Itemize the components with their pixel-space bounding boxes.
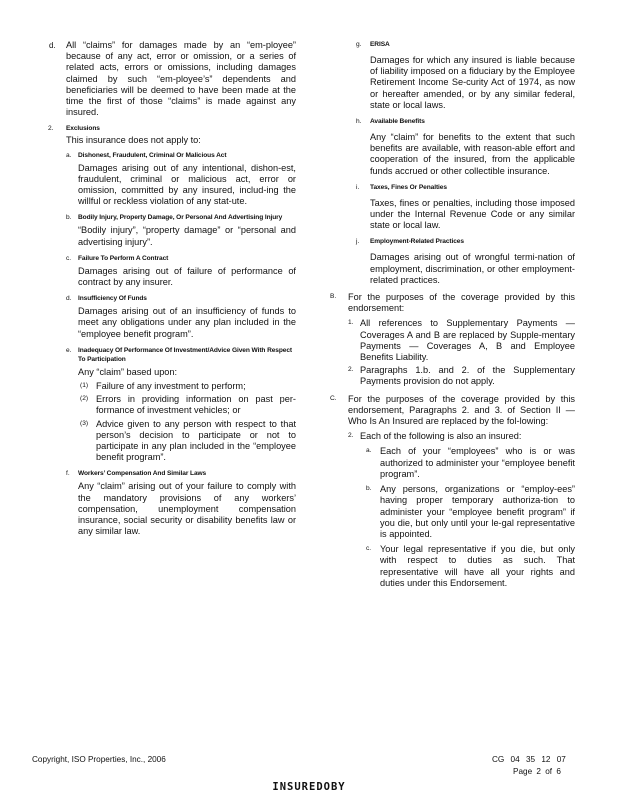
- list-marker: c.: [366, 545, 372, 553]
- exclusion-text: Damages for which any insured is liable because of liability imposed on a fiduciary by the Employee Retirement Income Se-curity Act of 1974, as now or hereafter amended, or by any similar federal, state or local laws.: [370, 55, 575, 110]
- exclusion-e: [66, 346, 296, 464]
- exclusion-d: [66, 294, 296, 340]
- exclusion-text: “Bodily injury”, “property damage” or “personal and advertising injury”.: [78, 225, 296, 247]
- right-column: [330, 40, 575, 595]
- item-text: Each of the following is also an insured:: [360, 431, 522, 442]
- section-C: [330, 393, 575, 428]
- list-marker: d.: [66, 295, 72, 303]
- subitem-2: [80, 394, 296, 416]
- list-marker: a.: [366, 447, 372, 455]
- section-2-exclusions: [48, 124, 296, 133]
- subitem-3: [80, 418, 296, 464]
- section-C-subitem-c: [366, 544, 575, 589]
- exclusion-i: [356, 183, 575, 232]
- exclusion-heading: ERISA: [370, 41, 390, 48]
- section-text: For the purposes of the coverage provided by this endorsement, Paragraphs 2. and 3. of Section II — Who Is An Insured are replaced by the fol-lowing:: [348, 393, 575, 427]
- section-C-subitem-b: [366, 484, 575, 540]
- list-marker: d.: [49, 41, 56, 50]
- list-marker: B.: [330, 293, 337, 301]
- subitem-text: Advice given to any person with respect to that person’s decision to participate or not to participate in any plan included in the “employee benefit program”.: [96, 418, 296, 463]
- list-marker: j.: [356, 238, 360, 246]
- exclusion-c: [66, 254, 296, 288]
- item-text: All references to Supplementary Payments — Coverages A and B are replaced by Supple-mentary Payments — Coverages A, B and Employee Benefits Liability.: [360, 318, 575, 363]
- exclusion-text: Damages arising out of wrongful termi-nation of employment, discrimination, or other employment-related practices.: [370, 252, 575, 285]
- list-marker: a.: [66, 151, 72, 159]
- watermark-text: INSUREDOBY: [272, 781, 346, 793]
- exclusion-g: [356, 40, 575, 111]
- exclusion-a: [66, 151, 296, 208]
- exclusion-heading: Taxes, Fines Or Penalties: [370, 183, 447, 191]
- subitem-1: [80, 381, 296, 392]
- list-marker: (3): [80, 419, 89, 427]
- list-marker: (1): [80, 382, 89, 390]
- exclusion-heading: Dishonest, Fraudulent, Criminal Or Malicious Act: [78, 151, 227, 159]
- list-marker: b.: [366, 485, 372, 493]
- exclusion-heading: Inadequacy Of Performance Of Investment/Advice Given With Respect To Participation: [78, 346, 293, 363]
- exclusion-text: Any “claim” arising out of your failure to comply with the mandatory provisions of any workers’ compensation, unemployment compensation insurance, social security or disability benefits law or any similar law.: [78, 481, 296, 537]
- clause-text: All “claims” for damages made by an “em-ployee” because of any act, error or omission, or a series of related acts, errors or omissions, including damages claimed by such “em-ployee’s” dependents and beneficiaries will be deemed to have been made at the time the first of those “claims” is made against any insured.: [66, 40, 296, 118]
- clause-d-claims: [49, 40, 296, 118]
- item-text: Paragraphs 1.b. and 2. of the Supplementary Payments provision do not apply.: [360, 365, 575, 387]
- list-marker: 2.: [348, 366, 354, 374]
- exclusion-text: Damages arising out of an insufficiency of funds to meet any obligations under any plan included in the “employee benefit program”.: [78, 306, 296, 339]
- left-column: [48, 40, 296, 544]
- subitem-text: Each of your “employees” who is or was authorized to administer your “employee benefit program”.: [380, 446, 575, 479]
- subitem-text: Failure of any investment to perform;: [96, 381, 246, 392]
- exclusion-f: [66, 469, 296, 537]
- exclusion-heading: Workers’ Compensation And Similar Laws: [78, 470, 207, 478]
- form-number: CG 04 35 12 07: [492, 755, 566, 764]
- list-marker: c.: [66, 254, 72, 262]
- list-marker: b.: [66, 214, 72, 222]
- exclusion-j: [356, 237, 575, 286]
- exclusion-heading: Insufficiency Of Funds: [78, 295, 147, 303]
- list-marker: 1.: [348, 319, 354, 327]
- subitem-text: Any persons, organizations or “employ-ees” having proper temporary authoriza-tion to administer your “employee benefit program” if you die, but only until your le-gal representative is appointed.: [380, 484, 575, 539]
- exclusion-heading: Available Benefits: [370, 118, 425, 126]
- list-marker: g.: [356, 41, 362, 48]
- exclusion-text: Damages arising out of failure of performance of contract by any insurer.: [78, 265, 296, 288]
- exclusion-text: Taxes, fines or penalties, including those imposed under the Internal Revenue Code or any similar state or local law.: [370, 197, 575, 231]
- list-marker: i.: [356, 183, 360, 191]
- exclusion-text: Any “claim” for benefits to the extent that such benefits are available, with reason-able effort and cooperation of the insured, from the applicable funds accrued or other collectible insurance.: [370, 132, 575, 176]
- list-marker: f.: [66, 470, 70, 478]
- list-marker: h.: [356, 118, 362, 126]
- list-marker: e.: [66, 346, 72, 354]
- exclusions-intro: This insurance does not apply to:: [66, 135, 201, 146]
- section-text: For the purposes of the coverage provided by this endorsement:: [348, 292, 575, 314]
- exclusion-heading: Bodily Injury, Property Damage, Or Personal And Advertising Injury: [78, 214, 283, 222]
- section-B-item-2: [348, 365, 575, 387]
- section-C-item-2: [348, 431, 575, 442]
- section-C-subitem-a: [366, 446, 575, 480]
- section-heading: Exclusions: [66, 125, 100, 133]
- section-B-item-1: [348, 318, 575, 363]
- exclusion-h: [356, 117, 575, 177]
- list-marker: (2): [80, 395, 89, 403]
- page-number: Page 2 of 6: [513, 767, 561, 776]
- exclusion-heading: Failure To Perform A Contract: [78, 254, 169, 262]
- list-marker: 2.: [48, 125, 54, 133]
- list-marker: 2.: [348, 432, 354, 440]
- exclusion-text: Damages arising out of any intentional, dishon-est, fraudulent, criminal or malicious act, error or omission, committed by any insured, includ-ing the willful or reckless violation of any stat-ute.: [78, 162, 296, 207]
- copyright-notice: Copyright, ISO Properties, Inc., 2006: [32, 755, 166, 764]
- list-marker: C.: [330, 394, 337, 402]
- exclusion-heading: Employment-Related Practices: [370, 238, 464, 246]
- subitem-text: Your legal representative if you die, but only with respect to duties as such. That representative will have all your rights and duties under this Endorsement.: [380, 544, 575, 588]
- exclusion-intro: Any “claim” based upon:: [78, 366, 178, 377]
- exclusion-b: [66, 213, 296, 247]
- subitem-text: Errors in providing information on past per-formance of investment vehicles; or: [96, 394, 296, 416]
- section-B: [330, 292, 575, 314]
